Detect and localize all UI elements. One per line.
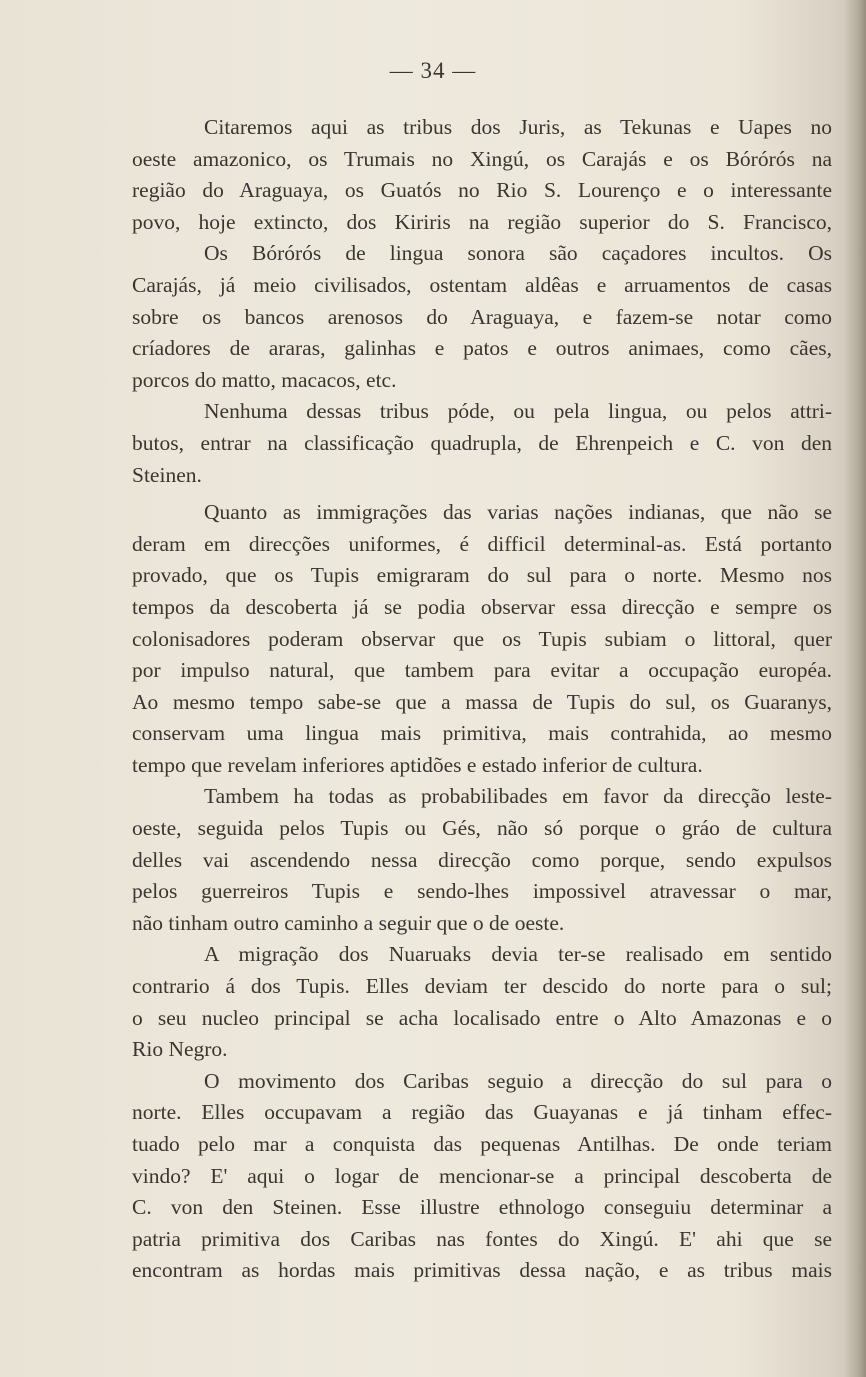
paragraph xyxy=(132,238,832,396)
text-line: Steinen. xyxy=(132,462,202,487)
text-line: Quanto as immigrações das varias nações indianas, que não se xyxy=(204,500,832,525)
text-line: sobre os bancos arenosos do Araguaya, e fazem-se notar como xyxy=(132,304,832,329)
text-line: Citaremos aqui as tribus dos Juris, as Tekunas e Uapes no xyxy=(204,115,832,139)
text-line: vindo? E' aqui o logar de mencionar-se a principal descoberta de xyxy=(132,1163,832,1188)
text-line: oeste amazonico, os Trumais no Xingú, os Carajás e os Bórórós na xyxy=(132,146,832,171)
text-line: Ao mesmo tempo sabe-se que a massa de Tupis do sul, os Guaranys, xyxy=(132,689,832,714)
paragraph xyxy=(132,396,832,491)
text-line: Rio Negro. xyxy=(132,1037,228,1062)
text-line: o seu nucleo principal se acha localisado entre o Alto Amazonas e o xyxy=(132,1005,832,1030)
text-line: delles vai ascendendo nessa direcção como porque, sendo expulsos xyxy=(132,847,832,872)
text-line: norte. Elles occupavam a região das Guayanas e já tinham effec- xyxy=(132,1100,832,1125)
text-line: conservam uma lingua mais primitiva, mais contrahida, ao mesmo xyxy=(132,721,832,746)
text-line: por impulso natural, que tambem para evitar a occupação européa. xyxy=(132,658,832,683)
text-line: A migração dos Nuaruaks devia ter-se realisado em sentido xyxy=(204,942,832,967)
text-line: povo, hoje extincto, dos Kiriris na região superior do S. Francisco, xyxy=(132,209,832,234)
text-line: Tambem ha todas as probabilibades em favor da direcção leste- xyxy=(204,784,832,809)
text-line: tempos da descoberta já se podia observar essa direcção e sempre os xyxy=(132,594,832,619)
page-binding-shadow xyxy=(844,0,866,1377)
text-line: patria primitiva dos Caribas nas fontes do Xingú. E' ahi que se xyxy=(132,1226,832,1251)
paragraph xyxy=(132,112,832,238)
text-line: oeste, seguida pelos Tupis ou Gés, não só porque o gráo de cultura xyxy=(132,816,832,841)
text-line: Carajás, já meio civilisados, ostentam aldêas e arruamentos de casas xyxy=(132,272,832,297)
text-line: colonisadores poderam observar que os Tupis subiam o littoral, quer xyxy=(132,626,832,651)
page-number: — 34 — xyxy=(389,58,477,83)
text-line: não tinham outro caminho a seguir que o de oeste. xyxy=(132,910,565,935)
text-line: C. von den Steinen. Esse illustre ethnologo conseguiu determinar a xyxy=(132,1195,832,1220)
text-line: críadores de araras, galinhas e patos e outros animaes, como cães, xyxy=(132,336,832,361)
text-line: tuado pelo mar a conquista das pequenas Antilhas. De onde teriam xyxy=(132,1132,832,1156)
body-text xyxy=(132,112,832,1287)
text-line: deram em direcções uniformes, é difficil determinal-as. Está portanto xyxy=(132,531,832,556)
paragraph xyxy=(132,939,832,1065)
paragraph xyxy=(132,497,832,781)
paragraph xyxy=(132,781,832,939)
text-line: provado, que os Tupis emigraram do sul para o norte. Mesmo nos xyxy=(132,563,832,588)
text-line: contrario á dos Tupis. Elles deviam ter descido do norte para o sul; xyxy=(132,974,832,999)
text-line: Os Bórórós de lingua sonora são caçadores incultos. Os xyxy=(204,241,832,266)
paragraph xyxy=(132,1066,832,1287)
text-line: Nenhuma dessas tribus póde, ou pela lingua, ou pelos attri- xyxy=(204,399,832,424)
text-line: butos, entrar na classificação quadrupla, de Ehrenpeich e C. von den xyxy=(132,430,832,455)
text-line: pelos guerreiros Tupis e sendo-lhes impossivel atravessar o mar, xyxy=(132,879,832,904)
text-line: região do Araguaya, os Guatós no Rio S. Lourenço e o interessante xyxy=(132,178,832,203)
text-line: O movimento dos Caribas seguio a direcção do sul para o xyxy=(204,1068,832,1093)
text-line: tempo que revelam inferiores aptidões e estado inferior de cultura. xyxy=(132,752,703,777)
text-line: porcos do matto, macacos, etc. xyxy=(132,367,397,392)
text-line: encontram as hordas mais primitivas dessa nação, e as tribus mais xyxy=(132,1258,832,1283)
